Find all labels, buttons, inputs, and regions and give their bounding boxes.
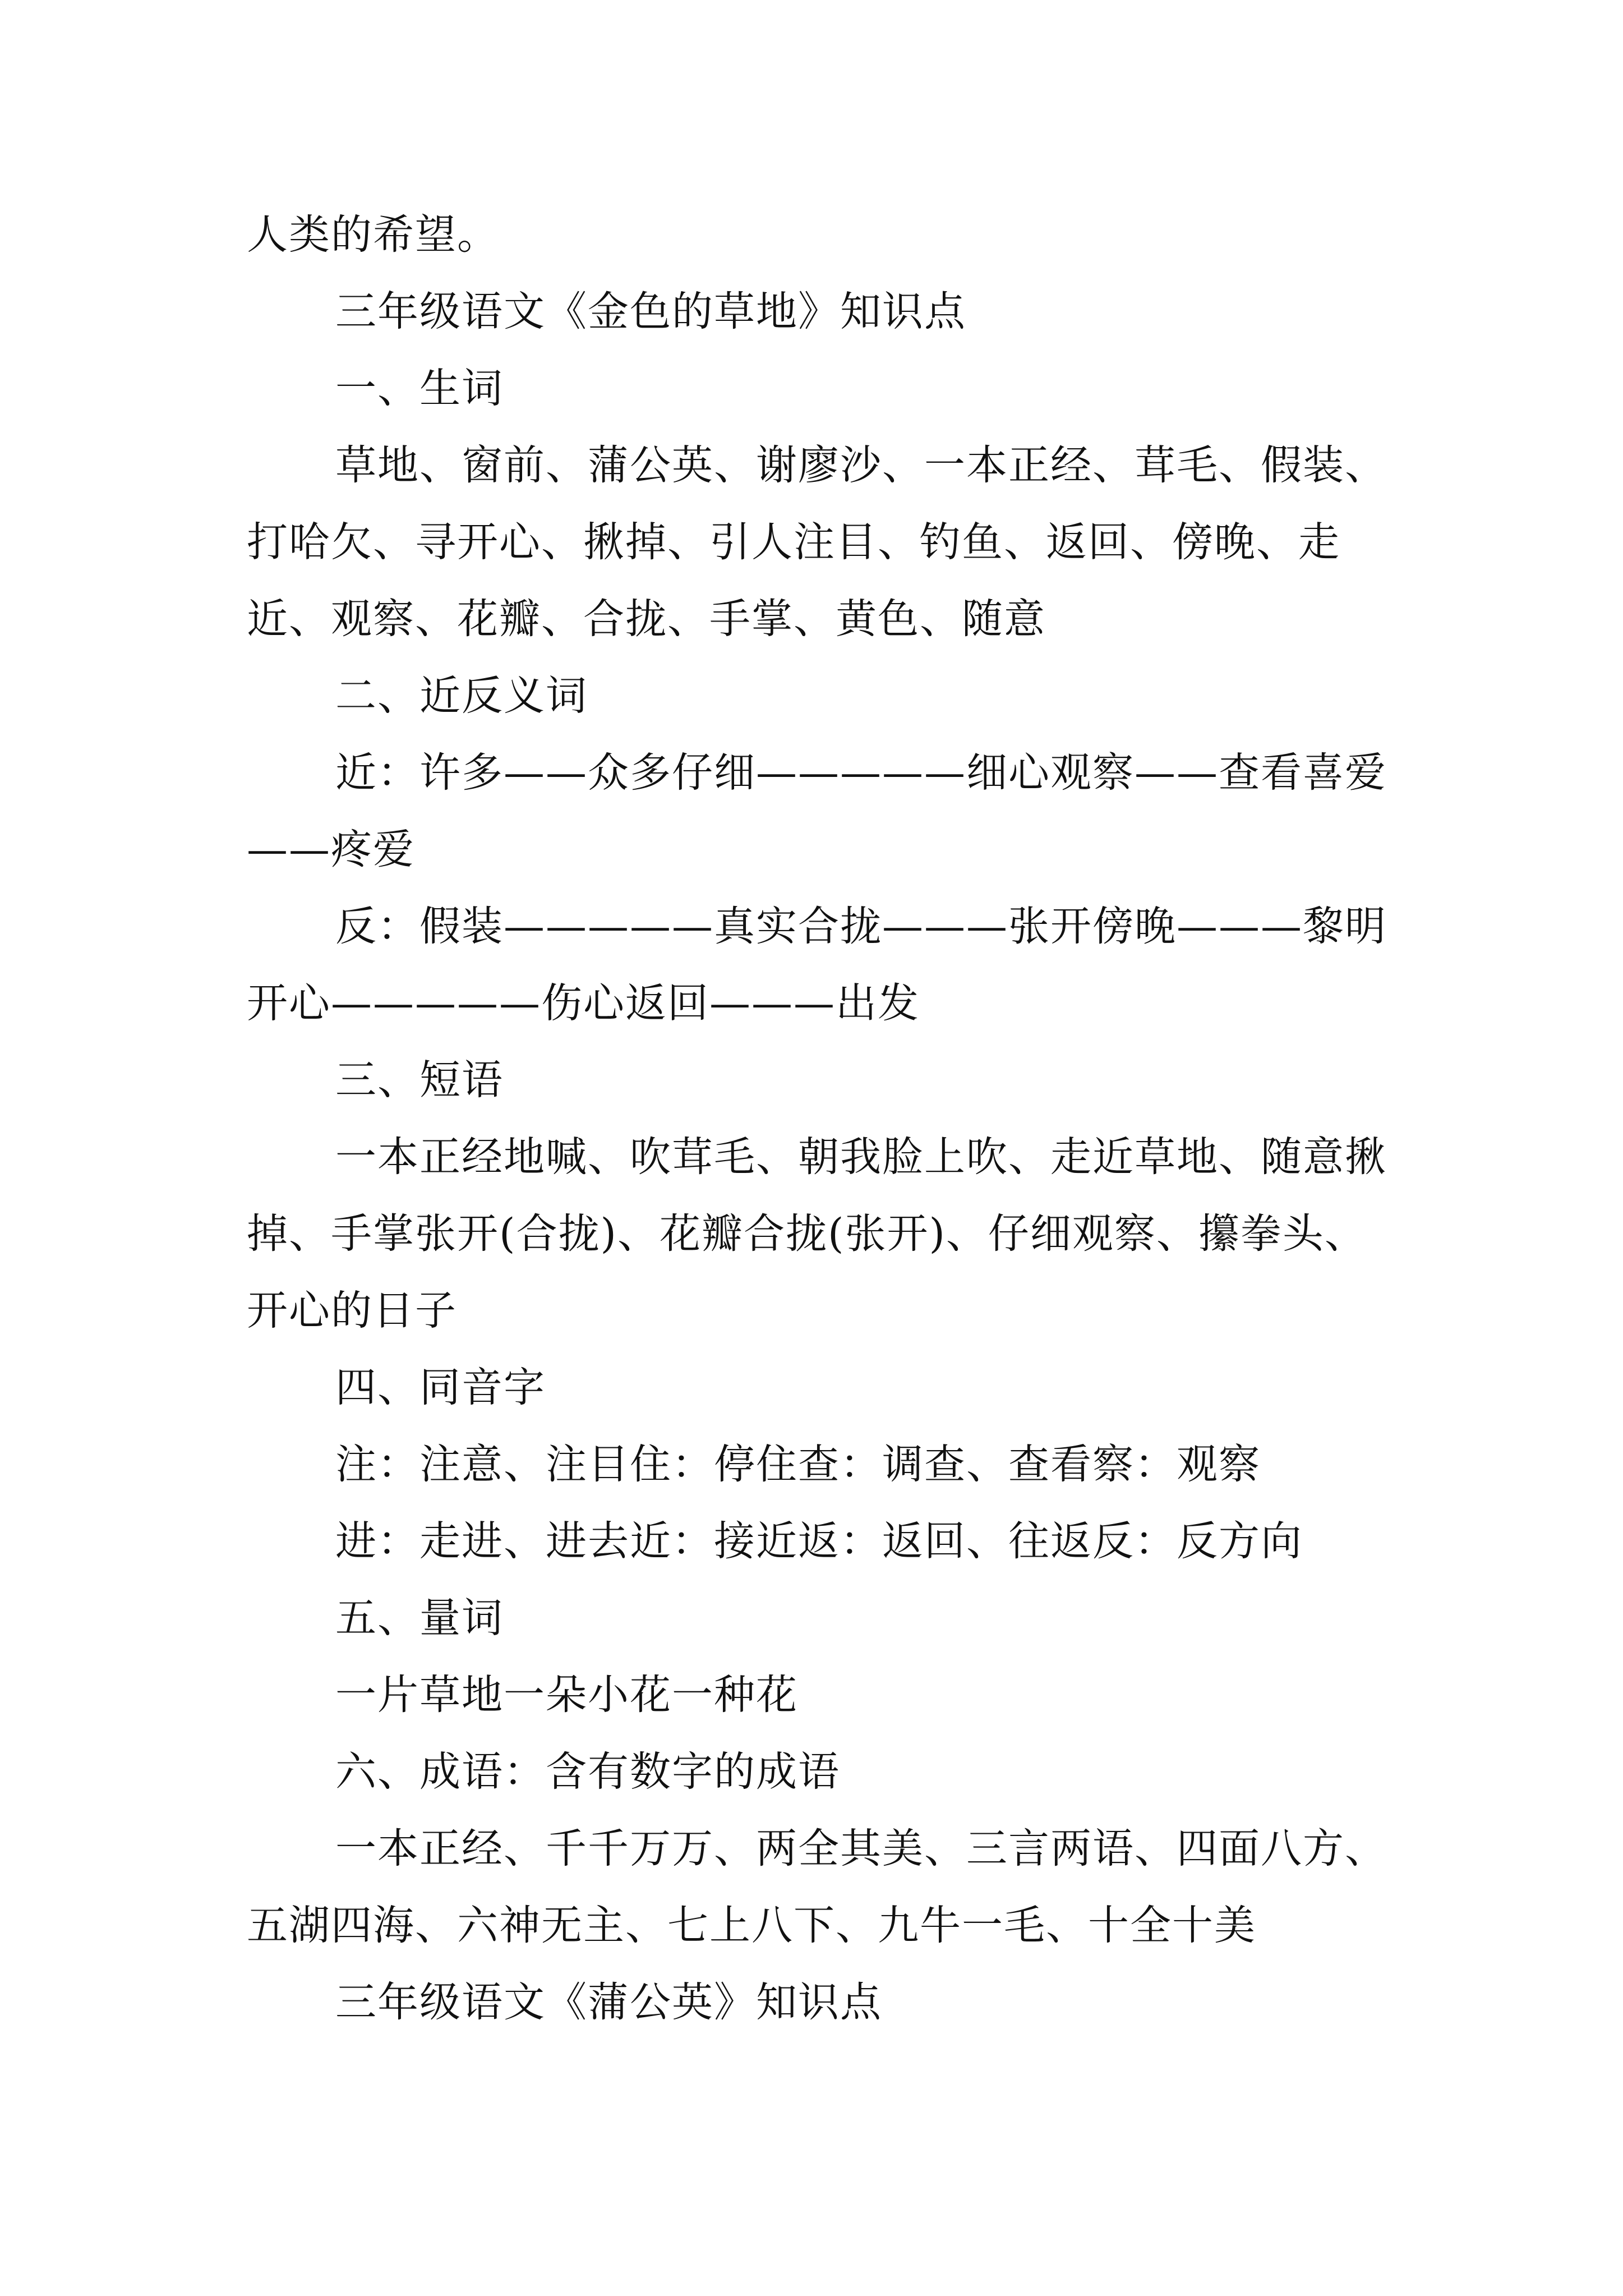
section-heading: 一、生词	[335, 365, 504, 412]
section-heading: 三、短语	[335, 1056, 504, 1104]
paragraph: 进：走进、进去近：接近返：返回、往返反：反方向	[335, 1517, 1303, 1565]
document-page	[247, 196, 1391, 2041]
section-title: 三年级语文《蒲公英》知识点	[335, 1978, 882, 2026]
paragraph: 反：假装—————真实合拢———张开傍晚———黎明开心—————伤心返回———出发	[247, 903, 1387, 1027]
paragraph: 一本正经、千千万万、两全其美、三言两语、四面八方、五湖四海、六神无主、七上八下、九牛一毛、十全十美	[247, 1825, 1387, 1949]
section-heading: 二、近反义词	[335, 672, 588, 720]
paragraph: 近：许多——众多仔细—————细心观察——查看喜爱——疼爱	[247, 749, 1387, 873]
section-heading: 四、同音字	[335, 1364, 546, 1411]
paragraph: 草地、窗前、蒲公英、谢廖沙、一本正经、茸毛、假装、打哈欠、寻开心、揪掉、引人注目、钓鱼、返回、傍晚、走近、观察、花瓣、合拢、手掌、黄色、随意	[247, 441, 1387, 643]
paragraph: 注：注意、注目住：停住查：调查、查看察：观察	[335, 1441, 1261, 1488]
section-heading: 六、成语：含有数字的成语	[335, 1748, 840, 1796]
paragraph: 一片草地一朵小花一种花	[335, 1671, 798, 1719]
section-heading: 五、量词	[335, 1594, 504, 1642]
section-title: 三年级语文《金色的草地》知识点	[335, 288, 966, 335]
paragraph: 一本正经地喊、吹茸毛、朝我脸上吹、走近草地、随意揪掉、手掌张开(合拢)、花瓣合拢(张开)、仔细观察、攥拳头、开心的日子	[247, 1133, 1387, 1335]
paragraph: 人类的希望。	[247, 211, 499, 259]
